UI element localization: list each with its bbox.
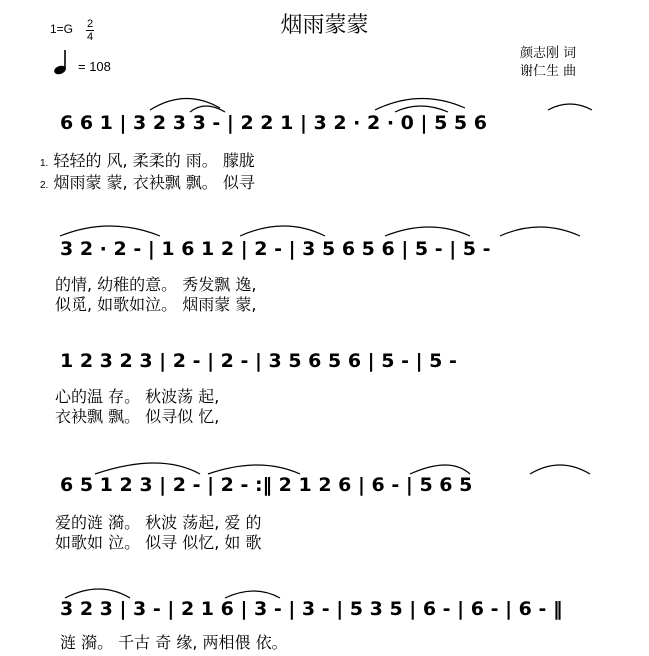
- lyric-verse-1: 爱的涟 漪。 秋波 荡起, 爱 的: [55, 513, 262, 532]
- lyric-text: 烟雨蒙 蒙, 衣袂飘 飘。 似寻: [53, 173, 255, 192]
- lyric-verse-1: 的情, 幼稚的意。 秀发飘 逸,: [55, 275, 257, 294]
- lyric-verse-1: 心的温 存。 秋波荡 起,: [55, 387, 220, 406]
- tempo-marking: = 108: [78, 59, 111, 74]
- notes-line: 3 2 · 2 - | 1 6 1 2 | 2 - | 3 5 6 5 6 | 5 - | 5 -: [60, 238, 491, 260]
- composer-credit: 谢仁生 曲: [520, 64, 577, 79]
- lyric-verse-2: 如歌如 泣。 似寻 似忆, 如 歌: [55, 533, 262, 552]
- lyricist-credit: 颜志刚 词: [520, 46, 577, 61]
- lyric-verse-1: 涟 漪。 千古 奇 缘, 两相偎 依。: [60, 633, 288, 652]
- verse-number: 2.: [40, 180, 49, 191]
- notes-line: 1 2 3 2 3 | 2 - | 2 - | 3 5 6 5 6 | 5 - | 5 -: [60, 350, 457, 372]
- verse-number: 1.: [40, 158, 49, 169]
- notes-line: 6 5 1 2 3 | 2 - | 2 - :‖ 2 1 2 6 | 6 - | 5 6 5: [60, 474, 473, 496]
- notes-line: 3 2 3 | 3 - | 2 1 6 | 3 - | 3 - | 5 3 5 | 6 - | 6 - | 6 - ‖: [60, 598, 563, 620]
- lyric-verse-2: 似觅, 如歌如泣。 烟雨蒙 蒙,: [55, 295, 257, 314]
- lyric-text: 轻轻的 风, 柔柔的 雨。 朦胧: [53, 151, 255, 170]
- lyric-verse-2: 衣袂飘 飘。 似寻似 忆,: [55, 407, 220, 426]
- notes-line: 6 6 1 | 3 2 3 3 - | 2 2 1 | 3 2 · 2 · 0 | 5 5 6: [60, 112, 487, 134]
- time-sig-numerator: 2: [86, 18, 94, 30]
- time-sig-denominator: 4: [86, 31, 94, 43]
- key-signature: 1=G: [50, 22, 74, 36]
- song-title: 烟雨蒙蒙: [280, 13, 369, 38]
